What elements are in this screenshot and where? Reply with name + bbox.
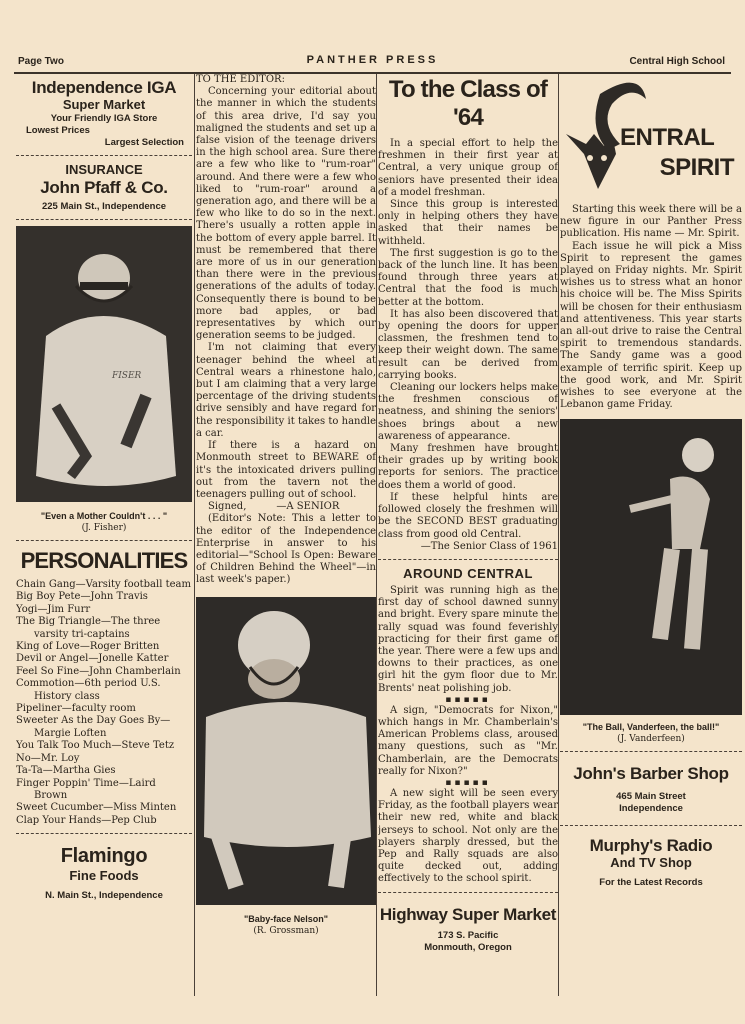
column-2 (196, 74, 376, 1002)
central-spirit-logo (560, 74, 742, 204)
personality-item: Yogi—Jim Furr (16, 603, 91, 615)
separator-stars: ▪▪▪▪▪ (445, 694, 491, 705)
personality-item: Commotion—6th period U.S. History class (16, 678, 161, 702)
highway-name: Highway Super Market (379, 904, 557, 924)
personality-item: Big Boy Pete—John Travis (16, 591, 148, 603)
class-64-article (378, 138, 558, 553)
divider (16, 155, 192, 156)
spirit-article (560, 204, 742, 411)
insurance-title: INSURANCE (65, 162, 143, 177)
page-header (14, 52, 731, 74)
murphy-sub: And TV Shop (610, 855, 692, 871)
article-paragraph: In a special effort to help the freshmen in their first year at Central, a very unique group of seniors have presented their idea of a model freshman. (378, 138, 558, 198)
personality-item: Pipeliner—faculty room (16, 703, 136, 715)
article-paragraph: Since this group is interested only in helping others they have asked that their names be withheld. (378, 199, 558, 247)
caption-credit: (J. Fisher) (81, 523, 127, 533)
letter-signer: —A SENIOR (276, 501, 340, 513)
iga-ad (16, 78, 192, 149)
article-signature: —The Senior Class of 1961 (420, 540, 558, 552)
column-rule (376, 74, 377, 996)
flamingo-name: Flamingo (60, 845, 148, 868)
insurance-ad (16, 162, 192, 213)
article-paragraph: Many freshmen have brought their grades up by writing book reports for seniors. The practice does them a world of good. (378, 443, 558, 491)
iga-subtitle: Super Market (62, 97, 146, 112)
article-paragraph: Spirit was running high as the first day of school dawned sunny and bright. Every spare minute the rally squad was found feverishly practicing for their first game of the year. There were a few ups and downs to their practices, as one girl hit the gym floor due to Mr. Brents' neat polishing job. (378, 584, 558, 694)
letter-to-editor (196, 74, 376, 587)
insurance-company: John Pfaff & Co. (40, 178, 168, 197)
logo-letter: C (620, 109, 621, 110)
photo-caption (560, 721, 742, 745)
flamingo-address: N. Main St., Independence (45, 890, 163, 902)
photo-fisher (16, 226, 192, 502)
spirit-title-2: SPIRIT (659, 154, 734, 181)
editor-note: (Editor's Note: This a letter to the editor of the Independence Enterprise in answer to his editorial—"School Is Open: Beware of Children Behind the Wheel"—in last week's paper.) (196, 513, 376, 586)
football-player-photo (196, 597, 376, 905)
column-3 (378, 74, 558, 1002)
personality-item: No—Mr. Loy (16, 752, 80, 764)
personality-item: Chain Gang—Varsity football team (16, 579, 191, 590)
letter-paragraph: If there is a hazard on Monmouth street to BEWARE of it's the intoxicated drivers pulling out from the tavern not the teenagers pulling out of school. (196, 440, 376, 500)
article-paragraph: If these helpful hints are followed closely the freshmen will be the SECOND BEST graduating class from good old Central. (378, 491, 558, 540)
barber-city: Independence (619, 803, 683, 815)
personality-item: Ta-Ta—Martha Gies (16, 765, 116, 777)
highway-street: 173 S. Pacific (437, 929, 499, 941)
article-paragraph: A new sight will be seen every Friday, as the football players wear their new red, white and black jerseys to school. Not only are the players sharply dressed, but the Pep and Rally squads are also quite decked out, adding effectively to the school spirit. (378, 787, 558, 885)
article-paragraph: Cleaning our lockers helps make the freshmen conscious of neatness, and shining the seniors' shoes brings about a new awareness of appearance. (378, 382, 558, 442)
photo-nelson (196, 597, 376, 905)
personality-item: Devil or Angel—Jonelle Katter (16, 653, 169, 665)
school-name: Central High School (629, 56, 725, 67)
flamingo-ad (16, 844, 192, 902)
barber-street: 465 Main Street (616, 791, 686, 803)
photo-caption (16, 510, 192, 534)
caption-credit: (R. Grossman) (253, 925, 319, 936)
murphy-ad (560, 836, 742, 889)
class-64-title: To the Class of '64 (388, 76, 548, 131)
jersey-text: FISER (112, 371, 142, 381)
personalities-list (16, 579, 192, 827)
letter-paragraph: I'm not claiming that every teenager behind the wheel at Central wears a rhinestone halo, but I am claiming that a very large percentage of the driving students drive sensibly and have regard for the responsibility it takes to handle a car. (196, 342, 376, 439)
letter-heading: TO THE EDITOR: (196, 74, 285, 85)
column-1 (16, 74, 192, 1002)
murphy-name: Murphy's Radio (589, 836, 713, 856)
caption-text: "The Ball, Vanderfeen, the ball!" (582, 722, 720, 733)
divider (16, 833, 192, 834)
article-paragraph: A sign, "Democrats for Nixon," which hangs in Mr. Chamberlain's American Problems class, aroused many questions, such as "Mr. Chamberlain, are the Democrats really for Nixon?" (378, 704, 558, 777)
column-4 (560, 74, 742, 1002)
photo-vanderfeen (560, 419, 742, 715)
photo-caption (196, 913, 376, 937)
iga-slogan: Your Friendly IGA Store (50, 113, 158, 124)
caption-text: "Baby-face Nelson" (243, 913, 329, 924)
highway-ad (378, 905, 558, 954)
insurance-address: 225 Main St., Independence (41, 201, 167, 212)
page-number: Page Two (18, 56, 64, 67)
separator-stars: ▪▪▪▪▪ (445, 777, 491, 788)
caption-credit: (J. Vanderfeen) (617, 734, 685, 745)
barber-name: John's Barber Shop (573, 764, 729, 784)
article-paragraph: Each issue he will pick a Miss Spirit to represent the games played on Friday nights. Mr. Spirit wishes us to stress what an honor his choice will be. The Miss Spirits will be chosen for their enthusiasm and attentiveness. This year starts an all-out drive to raise the Central spirit to tremendous standards. The Sandy game was a good example of terrific spirit. Keep up the good work, and Mr. Spirit wishes to see everyone at the Lebanon game Friday. (560, 240, 742, 411)
personalities-section (16, 547, 192, 827)
iga-prices: Lowest Prices (26, 125, 90, 136)
around-central-article (378, 585, 558, 886)
divider (560, 751, 742, 752)
around-central-title: AROUND CENTRAL (403, 565, 533, 581)
letter-signed: Signed, (208, 501, 247, 513)
personality-item: Finger Poppin' Time—Laird Brown (16, 777, 156, 801)
divider (16, 540, 192, 541)
letter-paragraph: Concerning your editorial about the manner in which the students of this area drive, I'd say you maligned the students and set up a false vision of the teenage drivers in the high school area. Sure there are a few who like to "rum-roar" around. And there were a few who liked to "rum-roar" around a generation ago, and there will be a few who like to do so in the next. There's usually a rotten apple in the bottom of every apple barrel. It must be remembered that there are more of us in our generation than there were in the previous generations of the adults of today. Consequently there is bound to be more bad apples, or bad representatives by which our generation seems to be judged. (196, 86, 376, 342)
barber-ad (560, 764, 742, 815)
spirit-title-1: ENTRAL (620, 124, 715, 151)
personality-item: Sweet Cucumber—Miss Minten (16, 802, 177, 814)
divider (560, 825, 742, 826)
divider (378, 559, 558, 560)
masthead-title: PANTHER PRESS (306, 54, 439, 66)
iga-selection: Largest Selection (104, 137, 184, 148)
murphy-tagline: For the Latest Records (599, 877, 703, 889)
article-paragraph: The first suggestion is go to the back of the lunch line. It has been found through three years at Central that the food is much better at the bottom. (378, 247, 558, 308)
highway-city: Monmouth, Oregon (424, 941, 512, 953)
article-paragraph: It has also been discovered that by opening the doors for upper classmen, the freshmen tend to keep their weight down. The same result can be derived from carrying books. (378, 308, 558, 381)
personality-item: Sweeter As the Day Goes By—Margie Loften (16, 715, 171, 739)
personality-item: Clap Your Hands—Pep Club (16, 814, 157, 826)
personality-item: Feel So Fine—John Chamberlain (16, 665, 181, 677)
divider (16, 219, 192, 220)
personalities-title: PERSONALITIES (20, 548, 188, 573)
article-paragraph: Starting this week there will be a new figure in our Panther Press publication. His name — Mr. Spirit. (560, 204, 742, 240)
column-rule (558, 74, 559, 996)
football-player-photo (560, 419, 742, 715)
flamingo-sub: Fine Foods (69, 868, 139, 884)
caption-text: "Even a Mother Couldn't . . . " (40, 511, 168, 521)
column-rule (194, 74, 195, 996)
personality-item: The Big Triangle—The three varsity tri-captains (16, 616, 161, 640)
personality-item: King of Love—Roger Britten (16, 641, 160, 653)
divider (378, 892, 558, 893)
football-player-photo (16, 226, 192, 502)
personality-item: You Talk Too Much—Steve Tetz (16, 740, 175, 752)
iga-name: Independence IGA (31, 78, 177, 97)
